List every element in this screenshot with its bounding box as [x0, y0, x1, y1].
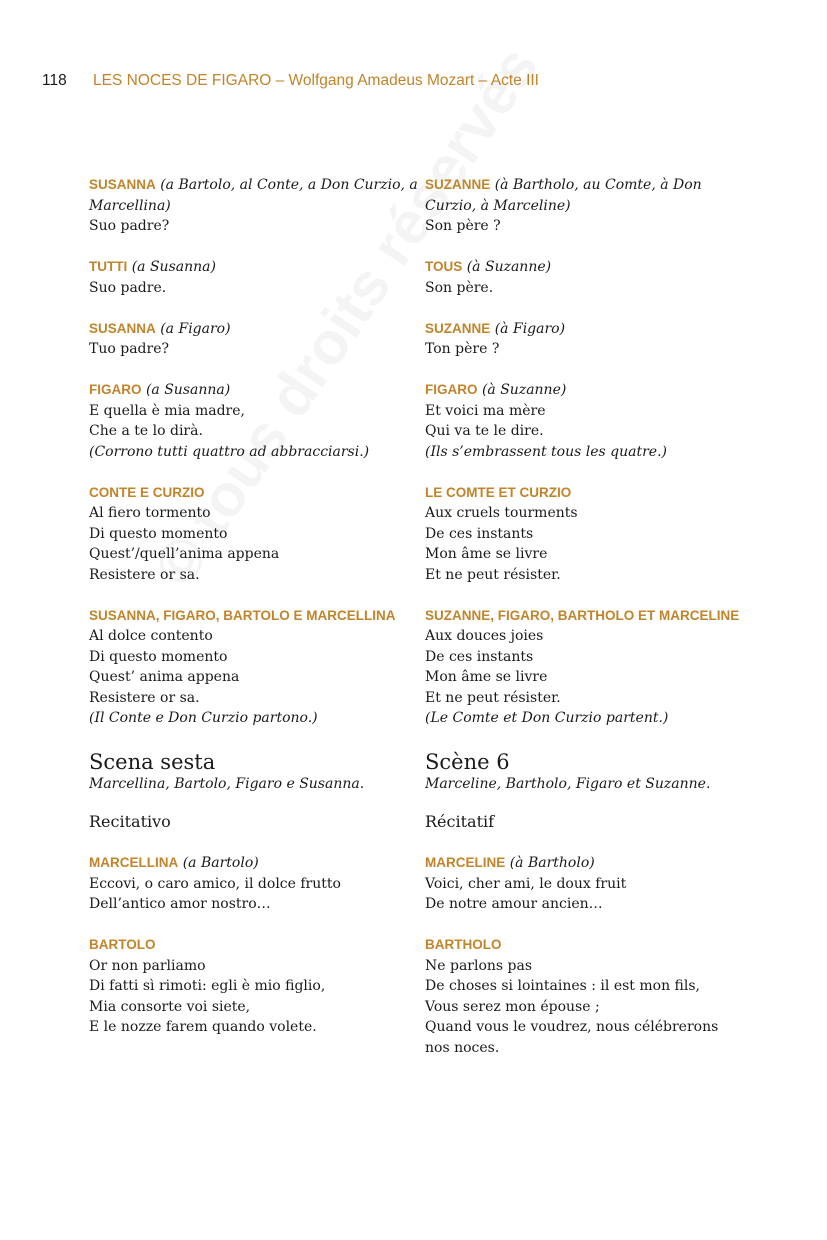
sung-line: Di questo momento: [89, 648, 228, 665]
sung-line: Quand vous le voudrez, nous célébrerons nos noces.: [425, 1019, 719, 1056]
sung-line: Suo padre.: [89, 279, 167, 296]
running-title: LES NOCES DE FIGARO – Wolfgang Amadeus Mozart – Acte III: [93, 72, 539, 89]
french-column: [425, 175, 745, 1079]
sung-line: De ces instants: [425, 648, 534, 665]
stage-direction: (a Bartolo): [182, 855, 259, 871]
sung-line: Et voici ma mère: [425, 402, 546, 419]
sung-line: Quest’ anima appena: [89, 669, 240, 685]
sung-line: De notre amour ancien…: [425, 896, 603, 912]
dialogue-block: [89, 175, 419, 237]
dialogue-block: [89, 935, 419, 1038]
speaker-name: SUZANNE: [425, 177, 491, 192]
dialogue-block: [89, 483, 419, 586]
sung-line: Mon âme se livre: [425, 669, 548, 685]
scene-characters: Marcellina, Bartolo, Figaro e Susanna.: [89, 776, 365, 792]
sung-line: Son père.: [425, 279, 494, 296]
speaker-name: BARTHOLO: [425, 937, 502, 952]
stage-direction: (a Susanna): [131, 259, 216, 275]
speaker-name: TUTTI: [89, 259, 128, 274]
sung-line: Al dolce contento: [89, 628, 213, 644]
sung-line: Resistere or sa.: [89, 566, 200, 583]
dialogue-block: [425, 319, 745, 360]
stage-direction: (Il Conte e Don Curzio partono.): [89, 710, 318, 726]
dialogue-block: [89, 606, 419, 729]
sung-line: Suo padre?: [89, 218, 170, 234]
speaker-name: CONTE E CURZIO: [89, 484, 205, 500]
speaker-name: MARCELLINA: [89, 855, 179, 870]
sung-line: Dell’antico amor nostro…: [89, 896, 271, 912]
sung-line: Eccovi, o caro amico, il dolce frutto: [89, 875, 341, 892]
stage-direction: (à Suzanne): [466, 259, 552, 275]
speaker-name: MARCELINE: [425, 855, 506, 870]
sung-line: Aux cruels tourments: [425, 505, 578, 521]
stage-direction: (à Suzanne): [481, 382, 567, 398]
stage-direction: (à Bartholo, au Comte, à Don Curzio, à Marceline): [425, 177, 702, 214]
speaker-name: FIGARO: [89, 382, 142, 397]
sung-line: Mia consorte voi siete,: [89, 998, 251, 1015]
speaker-name: SUZANNE, FIGARO, BARTHOLO ET MARCELINE: [425, 607, 740, 623]
sung-line: Qui va te le dire.: [425, 423, 544, 439]
stage-direction: (Ils s’embrassent tous les quatre.): [425, 443, 667, 460]
sung-line: De ces instants: [425, 525, 534, 542]
dialogue-block: [89, 380, 419, 462]
dialogue-block: [425, 606, 745, 729]
dialogue-block: [425, 257, 745, 298]
sung-line: Quest’/quell’anima appena: [89, 546, 280, 562]
sung-line: Ton père ?: [425, 341, 500, 357]
sung-line: De choses si lointaines : il est mon fils,: [425, 978, 700, 994]
italian-column: [89, 175, 419, 1058]
stage-direction: (Le Comte et Don Curzio partent.): [425, 710, 669, 726]
sung-line: Voici, cher ami, le doux fruit: [425, 875, 627, 892]
sung-line: Di fatti sì rimoti: egli è mio figlio,: [89, 978, 326, 994]
stage-direction: (a Susanna): [145, 382, 231, 398]
dialogue-block: [89, 853, 419, 915]
recitative-heading: Récitatif: [425, 812, 495, 831]
running-header: [42, 72, 539, 90]
speaker-name: SUSANNA: [89, 320, 156, 336]
stage-direction: (a Bartolo, al Conte, a Don Curzio, a Marcellina): [89, 177, 418, 214]
dialogue-block: [425, 175, 745, 237]
sung-line: Mon âme se livre: [425, 546, 548, 562]
sung-line: Et ne peut résister.: [425, 566, 561, 583]
sung-line: Et ne peut résister.: [425, 689, 561, 706]
sung-line: Resistere or sa.: [89, 689, 200, 706]
speaker-name: BARTOLO: [89, 937, 156, 952]
page-number: 118: [42, 72, 67, 89]
speaker-name: SUZANNE: [425, 320, 491, 336]
sung-line: Tuo padre?: [89, 341, 169, 357]
speaker-name: FIGARO: [425, 382, 478, 397]
stage-direction: (Corrono tutti quattro ad abbracciarsi.): [89, 443, 370, 460]
sung-line: Or non parliamo: [89, 957, 206, 974]
stage-direction: (à Figaro): [494, 320, 566, 337]
sung-line: Aux douces joies: [425, 628, 544, 644]
speaker-name: SUSANNA, FIGARO, BARTOLO E MARCELLINA: [89, 607, 396, 623]
sung-line: Di questo momento: [89, 525, 228, 542]
sung-line: E le nozze farem quando volete.: [89, 1019, 317, 1035]
stage-direction: (à Bartholo): [509, 855, 595, 871]
sung-line: E quella è mia madre,: [89, 402, 245, 419]
recitative-heading: Recitativo: [89, 812, 171, 831]
dialogue-block: [89, 319, 419, 360]
sung-line: Vous serez mon épouse ;: [425, 998, 600, 1015]
dialogue-block: [89, 257, 419, 298]
sung-line: Ne parlons pas: [425, 957, 533, 974]
dialogue-block: [425, 935, 745, 1058]
speaker-name: SUSANNA: [89, 177, 156, 192]
speaker-name: TOUS: [425, 259, 463, 274]
dialogue-block: [425, 483, 745, 586]
scene-characters: Marceline, Bartholo, Figaro et Suzanne.: [425, 776, 711, 792]
scene-title: Scena sesta: [89, 750, 216, 774]
dialogue-block: [425, 380, 745, 462]
sung-line: Son père ?: [425, 218, 501, 234]
dialogue-block: [425, 853, 745, 915]
stage-direction: (a Figaro): [160, 320, 231, 337]
speaker-name: LE COMTE ET CURZIO: [425, 484, 572, 500]
sung-line: Che a te lo dirà.: [89, 423, 203, 439]
sung-line: Al fiero tormento: [89, 505, 211, 521]
scene-title: Scène 6: [425, 750, 510, 774]
